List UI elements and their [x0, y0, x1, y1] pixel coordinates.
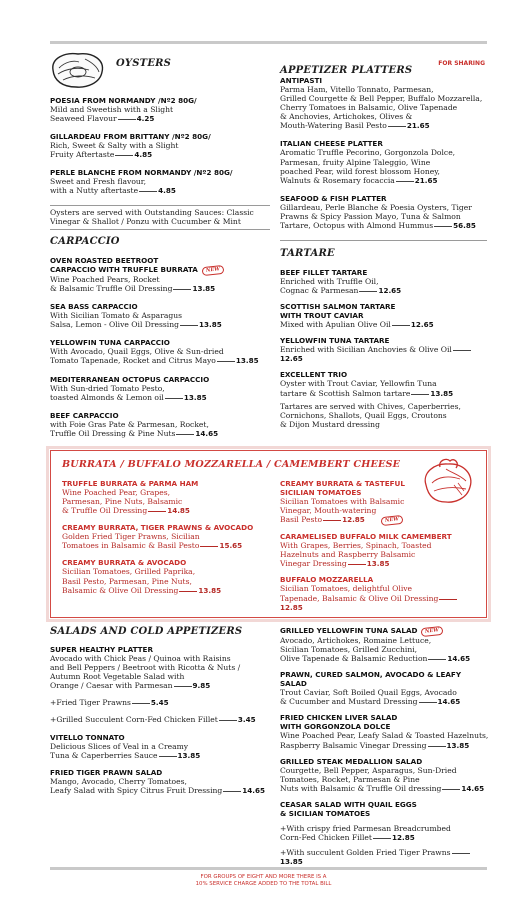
- item-description: Gillardeau, Perle Blanche & Poesia Oysters, Tiger: [280, 202, 472, 212]
- item-price: 12.85: [391, 833, 415, 843]
- item-description: Cherry Tomatoes in Balsamic, Olive Tapenade: [280, 103, 458, 113]
- item-description: Hazelnuts and Raspberry Balsamic: [280, 550, 416, 560]
- menu-item: [280, 757, 490, 793]
- item-description: Seaweed Flavour 4.25: [50, 114, 155, 124]
- item-name: SUPER HEALTHY PLATTER: [50, 645, 153, 654]
- item-description: Balsamic & Olive Oil Dressing 13.85: [62, 585, 222, 595]
- item-description: Parma Ham, Vitello Tonnato, Parmesan,: [280, 85, 434, 94]
- item-description: & Anchovies, Artichokes, Olives &: [280, 112, 413, 122]
- salads-section: [50, 626, 275, 637]
- note-line: Tartares are served with Chives, Caperberries,: [280, 402, 461, 411]
- item-price: 14.65: [447, 654, 471, 664]
- new-badge: NEW: [201, 265, 224, 276]
- oysters-rule-2: [50, 229, 270, 230]
- item-description: Grilled Courgette & Bell Pepper, Buffalo Mozzarella,: [280, 94, 483, 104]
- item-description: Fruity Aftertaste 4.85: [50, 150, 153, 160]
- item-description: Sicilian Tomatoes, Grilled Paprika,: [62, 567, 196, 577]
- item-description: Tomatoes, Rocket, Parmesan & Pine: [280, 774, 420, 784]
- item-description: & Cucumber and Mustard Dressing 14.65: [280, 697, 461, 707]
- menu-item: [280, 139, 490, 184]
- item-description: Basil Pesto 12.85 NEW: [280, 515, 480, 525]
- salads-left-list: [50, 645, 276, 795]
- item-name: TRUFFLE BURRATA & PARMA HAM: [62, 479, 199, 488]
- item-description: with a Nutty aftertaste 4.85: [50, 186, 176, 196]
- item-description: Enriched with Sicilian Anchovies & Olive Oil12.65: [280, 345, 490, 363]
- item-description: Tuna & Caperberries Sauce 13.85: [50, 750, 201, 760]
- price-leader: [174, 686, 192, 687]
- item-price: 21.65: [414, 175, 438, 185]
- item-price: 12.65: [280, 354, 303, 364]
- item-price: 13.85: [366, 559, 390, 569]
- tartare-section: [280, 248, 487, 259]
- note-line: Oysters are served with Outstanding Sauces: Classic: [50, 208, 254, 217]
- item-description: Orange / Caesar with Parmesan 9.85: [50, 681, 211, 691]
- item-description: Sweet and Fresh flavour,: [50, 177, 146, 187]
- item-addon: +With crispy fried Parmesan Breadcrumbed: [280, 823, 451, 833]
- burrata-title-text: BURRATA / BUFFALO MOZZARELLA / CAMEMBERT CHEESE: [62, 459, 401, 470]
- item-description: Basil Pesto, Parmesan, Pine Nuts,: [62, 576, 192, 586]
- item-description: Tartare, Octopus with Almond Hummus 56.85: [280, 221, 476, 231]
- item-addon: +Grilled Succulent Corn-Fed Chicken Fillet 3.45: [50, 715, 256, 725]
- item-description: Wine Poached Pear, Grapes,: [62, 488, 171, 497]
- menu-item: [280, 670, 490, 706]
- item-name: SCOTTISH SALMON TARTARE: [280, 302, 396, 312]
- oysters-list: [50, 96, 270, 196]
- platters-title: APPETIZER PLATTERS: [280, 65, 413, 76]
- price-leader: [115, 155, 133, 156]
- platters-list: [280, 76, 490, 230]
- item-description: Sicilian Tomatoes, delightful Olive: [280, 584, 413, 594]
- item-name: CREAMY BURRATA, TIGER PRAWNS & AVOCADO: [62, 523, 254, 533]
- item-description: Tomatoes in Balsamic & Basil Pesto 15.65: [62, 541, 243, 551]
- item-price: 13.85: [198, 585, 222, 595]
- menu-item: [50, 338, 276, 365]
- price-leader: [139, 191, 157, 192]
- price-leader: [428, 659, 446, 660]
- price-leader: [217, 361, 235, 362]
- item-price: 4.85: [134, 150, 153, 160]
- item-description: With Avocado, Quail Eggs, Olive & Sun-dried: [50, 347, 224, 357]
- menu-item: [50, 768, 276, 795]
- platters-header: [280, 58, 487, 77]
- item-price: 13.85: [177, 750, 201, 760]
- carpaccio-list: [50, 256, 276, 438]
- item-name: ANTIPASTI: [280, 76, 323, 85]
- item-addon: +With succulent Golden Fried Tiger Prawns13.85: [280, 848, 490, 866]
- service-charge-footer: [0, 874, 527, 888]
- menu-item: [50, 733, 276, 760]
- item-description: toasted Almonds & Lemon oil 13.85: [50, 392, 207, 402]
- price-leader: [453, 350, 471, 351]
- platters-rule: [280, 240, 487, 241]
- item-addon: +Fried Tiger Prawns 5.45: [50, 698, 169, 708]
- menu-item: [50, 645, 276, 690]
- item-description: Avocado with Chick Peas / Quinoa with Raisins: [50, 654, 231, 663]
- item-description: Aromatic Truffle Pecorino, Gorgonzola Dolce,: [280, 148, 456, 158]
- item-price: 13.85: [430, 388, 454, 398]
- price-leader: [180, 325, 198, 326]
- price-leader: [200, 546, 218, 547]
- price-leader: [439, 599, 457, 600]
- menu-item: [280, 268, 490, 295]
- item-description: & Truffle Oil Dressing 14.85: [62, 506, 190, 516]
- price-leader: [219, 720, 237, 721]
- item-price: 12.85: [342, 515, 365, 525]
- menu-item: [280, 479, 480, 525]
- menu-item: [50, 256, 276, 293]
- tartare-title: TARTARE: [280, 248, 335, 259]
- item-name: YELLOWFIN TUNA TARTARE: [280, 336, 390, 346]
- item-name: CREAMY BURRATA & TASTEFUL: [280, 479, 405, 488]
- item-description: Rich, Sweet & Salty with a Slight: [50, 141, 179, 151]
- item-name: SEA BASS CARPACCIO: [50, 302, 138, 312]
- item-name-line-2: CARPACCIO WITH TRUFFLE BURRATA NEW: [50, 265, 276, 275]
- price-leader: [118, 119, 136, 120]
- item-price: 9.85: [192, 681, 211, 691]
- item-price: 13.85: [235, 356, 259, 366]
- item-price: 3.45: [237, 715, 256, 725]
- item-name: GRILLED YELLOWFIN TUNA SALAD NEW: [280, 626, 490, 636]
- menu-item: [62, 479, 277, 515]
- menu-item: [50, 375, 276, 402]
- menu-item: [50, 715, 276, 724]
- item-price: 4.25: [136, 114, 155, 124]
- item-description: Sicilian Tomatoes with Balsamic: [280, 497, 405, 506]
- item-description: Parmesan, fruity Alpine Taleggio, Wine: [280, 157, 431, 167]
- item-description: Mild and Sweetish with a Slight: [50, 105, 174, 114]
- item-price: 14.65: [437, 697, 461, 707]
- item-description: Nuts with Balsamic & Truffle Oil dressing 14.65: [280, 783, 485, 793]
- item-price: 14.65: [242, 785, 266, 795]
- item-name: CEASAR SALAD WITH QUAIL EGGS: [280, 799, 417, 809]
- item-description: With Grapes, Berries, Spinach, Toasted: [280, 541, 432, 551]
- item-description: Cognac & Parmesan 12.65: [280, 286, 402, 296]
- salads-right-list: [280, 626, 490, 866]
- item-description: Delicious Slices of Veal in a Creamy: [50, 741, 189, 751]
- item-name: FRIED TIGER PRAWN SALAD: [50, 767, 163, 777]
- price-leader: [148, 511, 166, 512]
- price-leader: [388, 126, 406, 127]
- item-price: 13.85: [280, 857, 303, 867]
- item-description: Vinegar Dressing 13.85: [280, 559, 390, 569]
- price-leader: [132, 703, 150, 704]
- menu-item: [50, 168, 270, 195]
- item-price: 13.85: [446, 740, 470, 750]
- item-description: Mouth-Watering Basil Pesto 21.65: [280, 121, 430, 131]
- price-leader: [428, 746, 446, 747]
- item-description: Raspberry Balsamic Vinegar Dressing 13.85: [280, 740, 470, 750]
- oyster-icon: [49, 50, 107, 90]
- note-line: Vinegar & Shallot / Ponzu with Cucumber & Mint: [50, 217, 241, 227]
- item-description: With Sicilian Tomato & Asparagus: [50, 311, 183, 321]
- item-name: PRAWN, CURED SALMON, AVOCADO & LEAFY SALAD: [280, 670, 462, 689]
- item-description: Autumn Root Vegetable Salad with: [50, 672, 185, 682]
- menu-item: [280, 713, 490, 749]
- item-description: Sicilian Tomatoes, Grilled Zucchini,: [280, 645, 418, 655]
- item-description: with Foie Gras Pate & Parmesan, Rocket,: [50, 419, 209, 429]
- item-description: Avocado, Artichokes, Romaine Lettuce,: [280, 636, 432, 645]
- new-badge: NEW: [421, 626, 444, 637]
- price-leader: [359, 291, 377, 292]
- item-name: YELLOWFIN TUNA CARPACCIO: [50, 338, 170, 348]
- price-leader: [176, 434, 194, 435]
- price-leader: [173, 289, 191, 290]
- item-name-line-2: & SICILIAN TOMATOES: [280, 808, 371, 818]
- menu-item: [50, 698, 276, 707]
- menu-item: [280, 76, 490, 130]
- item-description: Golden Fried Tiger Prawns, Sicilian: [62, 532, 200, 542]
- menu-item: [50, 96, 270, 123]
- item-description: Walnuts & Rosemary focaccia 21.65: [280, 175, 438, 185]
- footer-line-1: FOR GROUPS OF EIGHT AND MORE THERE IS A: [200, 874, 327, 880]
- price-leader: [348, 564, 366, 565]
- oysters-section: [50, 58, 268, 69]
- oysters-rule: [50, 205, 270, 206]
- menu-item: [50, 302, 276, 329]
- item-price: 56.85: [453, 221, 476, 231]
- item-description: Mixed with Apulian Olive Oil 12.65: [280, 320, 434, 330]
- menu-item: [50, 132, 270, 159]
- item-name: FRIED CHICKEN LIVER SALAD: [280, 713, 398, 723]
- item-description: Tomato Tapenade, Rocket and Citrus Mayo 13.85: [50, 356, 259, 366]
- item-description: Wine Poached Pears, Rocket: [50, 275, 160, 284]
- item-description: Parmesan, Pine Nuts, Balsamic: [62, 497, 183, 507]
- item-price: 15.65: [219, 541, 243, 551]
- menu-item: [62, 523, 277, 550]
- item-description: Courgette, Bell Pepper, Asparagus, Sun-Dried: [280, 765, 457, 775]
- item-description: poached Pear, wild forest blossom Honey,: [280, 166, 440, 176]
- price-leader: [411, 394, 429, 395]
- item-description: Enriched with Truffle Oil,: [280, 277, 379, 286]
- item-name: POESIA FROM NORMANDY /Nº2 80G/: [50, 96, 197, 105]
- price-leader: [392, 325, 410, 326]
- menu-item: [280, 848, 490, 866]
- menu-item: [50, 411, 276, 438]
- price-leader: [223, 791, 241, 792]
- item-price: 21.65: [406, 121, 430, 131]
- new-badge: NEW: [380, 515, 403, 526]
- price-leader: [452, 853, 470, 854]
- item-price: 14.65: [461, 783, 485, 793]
- burrata-right-list: [280, 479, 480, 612]
- item-name-line-2: WITH TROUT CAVIAR: [280, 311, 364, 321]
- item-name: PERLE BLANCHE FROM NORMANDY /Nº2 80G/: [50, 168, 233, 178]
- footer-line-2: 10% SERVICE CHARGE ADDED TO THE TOTAL BILL: [195, 881, 332, 887]
- note-line: Cornichons, Shallots, Quail Eggs, Croutons: [280, 411, 447, 421]
- item-description: Olive Tapenade & Balsamic Reduction 14.65: [280, 654, 471, 664]
- item-name: GILLARDEAU FROM BRITTANY /Nº2 80G/: [50, 132, 211, 142]
- item-price: 12.85: [280, 602, 303, 612]
- item-price: 5.45: [150, 698, 169, 708]
- item-price: 12.65: [378, 286, 402, 296]
- tartare-list: [280, 268, 490, 398]
- carpaccio-section: [50, 236, 270, 247]
- price-leader: [419, 702, 437, 703]
- item-price: 13.85: [198, 320, 222, 330]
- menu-item: [280, 824, 490, 842]
- item-price: 12.65: [410, 320, 434, 330]
- item-name: EXCELLENT TRIO: [280, 370, 348, 380]
- item-description: With Sun-dried Tomato Pesto,: [50, 383, 165, 393]
- note-line: & Dijon Mustard dressing: [280, 420, 380, 430]
- oysters-title: OYSTERS: [116, 58, 172, 69]
- item-name: CREAMY BURRATA & AVOCADO: [62, 558, 187, 568]
- item-description: Trout Caviar, Soft Boiled Quail Eggs, Avocado: [280, 688, 457, 698]
- menu-item: [280, 302, 490, 329]
- item-price: 14.65: [195, 428, 219, 438]
- price-leader: [396, 181, 414, 182]
- item-name: BEEF FILLET TARTARE: [280, 268, 368, 277]
- item-description: Oyster with Trout Caviar, Yellowfin Tuna: [280, 379, 437, 389]
- item-description: Prawns & Spicy Passion Mayo, Tuna & Salmon: [280, 211, 461, 221]
- price-leader: [373, 838, 391, 839]
- item-description: and Bell Peppers / Beetroot with Ricotta & Nuts /: [50, 663, 241, 673]
- tartare-note: [280, 402, 490, 429]
- burrata-left-list: [62, 479, 277, 595]
- item-name: GRILLED STEAK MEDALLION SALAD: [280, 756, 423, 766]
- for-sharing-tag: FOR SHARING: [438, 60, 485, 67]
- price-leader: [179, 591, 197, 592]
- item-description: Salsa, Lemon - Olive Oil Dressing 13.85: [50, 320, 222, 330]
- item-name: OVEN ROASTED BEETROOT: [50, 256, 159, 265]
- item-name: SEAFOOD & FISH PLATTER: [280, 193, 387, 203]
- price-leader: [323, 520, 341, 521]
- menu-item: [280, 626, 490, 663]
- item-name: CARAMELISED BUFFALO MILK CAMEMBERT: [280, 532, 452, 542]
- price-leader: [165, 398, 183, 399]
- item-description: Vinegar, Mouth-watering: [280, 506, 377, 516]
- menu-item: [280, 370, 490, 397]
- item-name-line-2: SICILIAN TOMATOES: [280, 488, 362, 497]
- menu-item: [280, 194, 490, 230]
- item-price: 13.85: [192, 284, 216, 294]
- price-leader: [434, 226, 452, 227]
- item-name: MEDITERRANEAN OCTOPUS CARPACCIO: [50, 374, 210, 384]
- item-description: Wine Poached Pear, Leafy Salad & Toasted Hazelnuts,: [280, 731, 489, 741]
- menu-item: [280, 575, 480, 611]
- menu-item: [280, 532, 480, 568]
- item-description: Tapenade, Balsamic & Olive Oil Dressing12.85: [280, 594, 480, 612]
- menu-item: [280, 336, 490, 363]
- menu-item: [62, 558, 277, 594]
- price-leader: [442, 789, 460, 790]
- item-name: ITALIAN CHEESE PLATTER: [280, 139, 383, 149]
- price-leader: [159, 756, 177, 757]
- oysters-note: [50, 208, 275, 226]
- item-price: 4.85: [158, 186, 176, 196]
- item-name: BUFFALO MOZZARELLA: [280, 575, 374, 585]
- item-name: VITELLO TONNATO: [50, 732, 125, 742]
- item-description: Truffle Oil Dressing & Pine Nuts 14.65: [50, 428, 219, 438]
- salads-title: SALADS AND COLD APPETIZERS: [50, 626, 243, 637]
- item-addon-line-2: Corn-Fed Chicken Fillet 12.85: [280, 833, 415, 843]
- menu-item: [280, 800, 490, 818]
- top-bar: [50, 41, 487, 44]
- item-name-line-2: WITH GORGONZOLA DOLCE: [280, 722, 391, 732]
- item-price: 14.85: [167, 506, 190, 516]
- item-description: Leafy Salad with Spicy Citrus Fruit Dressing 14.65: [50, 785, 266, 795]
- item-description: & Balsamic Truffle Oil Dressing 13.85: [50, 284, 216, 294]
- item-name: BEEF CARPACCIO: [50, 410, 119, 420]
- bottom-bar: [50, 867, 487, 870]
- item-price: 13.85: [183, 392, 207, 402]
- carpaccio-title: CARPACCIO: [50, 236, 120, 247]
- item-description: tartare & Scottish Salmon tartare 13.85: [280, 388, 454, 398]
- item-description: Mango, Avocado, Cherry Tomatoes,: [50, 776, 187, 786]
